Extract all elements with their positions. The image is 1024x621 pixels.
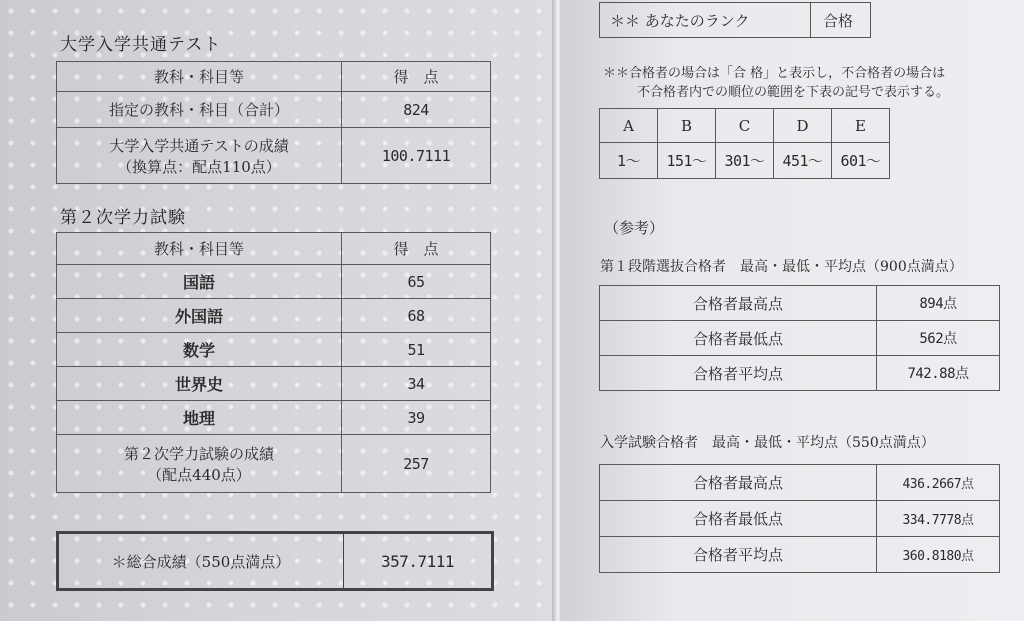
stage1-title: 第１段階選抜合格者 最高・最低・平均点（900点満点） bbox=[600, 259, 963, 275]
rank-letter: D bbox=[774, 109, 832, 143]
stat-value: 334.7778点 bbox=[877, 501, 1000, 537]
subject-cell: 国語 bbox=[57, 265, 342, 299]
rank-letter-row bbox=[600, 109, 890, 143]
stat-value: 436.2667点 bbox=[877, 465, 1000, 501]
subject-cell bbox=[57, 435, 342, 493]
stat-value: 742.88点 bbox=[877, 356, 1000, 391]
rank-box bbox=[599, 2, 871, 38]
table-row bbox=[600, 356, 1000, 391]
table-row bbox=[57, 265, 491, 299]
subject-cell: 地理 bbox=[57, 401, 342, 435]
table-row bbox=[57, 128, 491, 184]
subject-line: （換算点：配点110点） bbox=[117, 157, 281, 176]
table-row bbox=[57, 92, 491, 128]
rank-range-row bbox=[600, 143, 890, 179]
common-test-table bbox=[56, 61, 491, 184]
score-cell: 100.7111 bbox=[342, 128, 491, 184]
rank-note bbox=[603, 64, 1013, 102]
stat-label: 合格者最高点 bbox=[600, 465, 877, 501]
entrance-stats-table bbox=[599, 464, 1000, 573]
score-cell: 51 bbox=[342, 333, 491, 367]
score-cell: 34 bbox=[342, 367, 491, 401]
table-row bbox=[57, 333, 491, 367]
section-title-common-test: 大学入学共通テスト bbox=[60, 35, 222, 55]
rank-range: 451〜 bbox=[774, 143, 832, 179]
subject-line: （配点440点） bbox=[147, 465, 251, 484]
score-cell: 39 bbox=[342, 401, 491, 435]
rank-code-table bbox=[599, 108, 890, 179]
stat-label: 合格者平均点 bbox=[600, 356, 877, 391]
table-row bbox=[57, 401, 491, 435]
table-row bbox=[600, 501, 1000, 537]
header-score: 得 点 bbox=[342, 233, 491, 265]
subject-cell bbox=[57, 128, 342, 184]
overall-score-label: ＊総合成績（550点満点） bbox=[59, 534, 344, 588]
note-line: 不合格者内での順位の範囲を下表の記号で表示する。 bbox=[637, 85, 950, 100]
table-row bbox=[600, 465, 1000, 501]
rank-label: ＊＊ あなたのランク bbox=[600, 3, 811, 37]
stat-value: 894点 bbox=[877, 286, 1000, 321]
stat-label: 合格者最低点 bbox=[600, 501, 877, 537]
header-subject: 教科・科目等 bbox=[57, 62, 342, 92]
rank-range: 601〜 bbox=[832, 143, 890, 179]
second-exam-table bbox=[56, 232, 491, 493]
stat-value: 360.8180点 bbox=[877, 537, 1000, 573]
header-subject: 教科・科目等 bbox=[57, 233, 342, 265]
stage1-stats-table bbox=[599, 285, 1000, 391]
rank-range: 151〜 bbox=[658, 143, 716, 179]
rank-range: 1〜 bbox=[600, 143, 658, 179]
table-row bbox=[600, 321, 1000, 356]
stat-label: 合格者平均点 bbox=[600, 537, 877, 573]
table-header-row bbox=[57, 233, 491, 265]
rank-letter: A bbox=[600, 109, 658, 143]
score-cell: 68 bbox=[342, 299, 491, 333]
score-cell: 65 bbox=[342, 265, 491, 299]
subject-cell: 数学 bbox=[57, 333, 342, 367]
table-row-total bbox=[57, 435, 491, 493]
rank-letter: E bbox=[832, 109, 890, 143]
overall-score-value: 357.7111 bbox=[380, 551, 455, 571]
table-row bbox=[600, 286, 1000, 321]
table-row bbox=[57, 367, 491, 401]
entrance-title: 入学試験合格者 最高・最低・平均点（550点満点） bbox=[600, 435, 935, 451]
stat-label: 合格者最低点 bbox=[600, 321, 877, 356]
subject-cell: 外国語 bbox=[57, 299, 342, 333]
rank-letter: C bbox=[716, 109, 774, 143]
table-row bbox=[600, 537, 1000, 573]
score-cell: 824 bbox=[342, 92, 491, 128]
note-line: ＊＊合格者の場合は「合 格」と表示し，不合格者の場合は bbox=[603, 66, 946, 81]
stat-label: 合格者最高点 bbox=[600, 286, 877, 321]
rank-range: 301〜 bbox=[716, 143, 774, 179]
rank-value: 合格 bbox=[823, 11, 854, 30]
rank-letter: B bbox=[658, 109, 716, 143]
section-title-second-exam: 第２次学力試験 bbox=[60, 208, 186, 228]
subject-line: 第２次学力試験の成績 bbox=[123, 444, 274, 463]
subject-line: 大学入学共通テストの成績 bbox=[109, 136, 289, 155]
reference-label: （参考） bbox=[604, 219, 665, 237]
table-header-row bbox=[57, 62, 491, 92]
subject-cell: 指定の教科・科目（合計） bbox=[57, 92, 342, 128]
table-row bbox=[57, 299, 491, 333]
overall-score-box bbox=[56, 531, 494, 591]
score-cell: 257 bbox=[342, 435, 491, 493]
stat-value: 562点 bbox=[877, 321, 1000, 356]
subject-cell: 世界史 bbox=[57, 367, 342, 401]
header-score: 得 点 bbox=[342, 62, 491, 92]
